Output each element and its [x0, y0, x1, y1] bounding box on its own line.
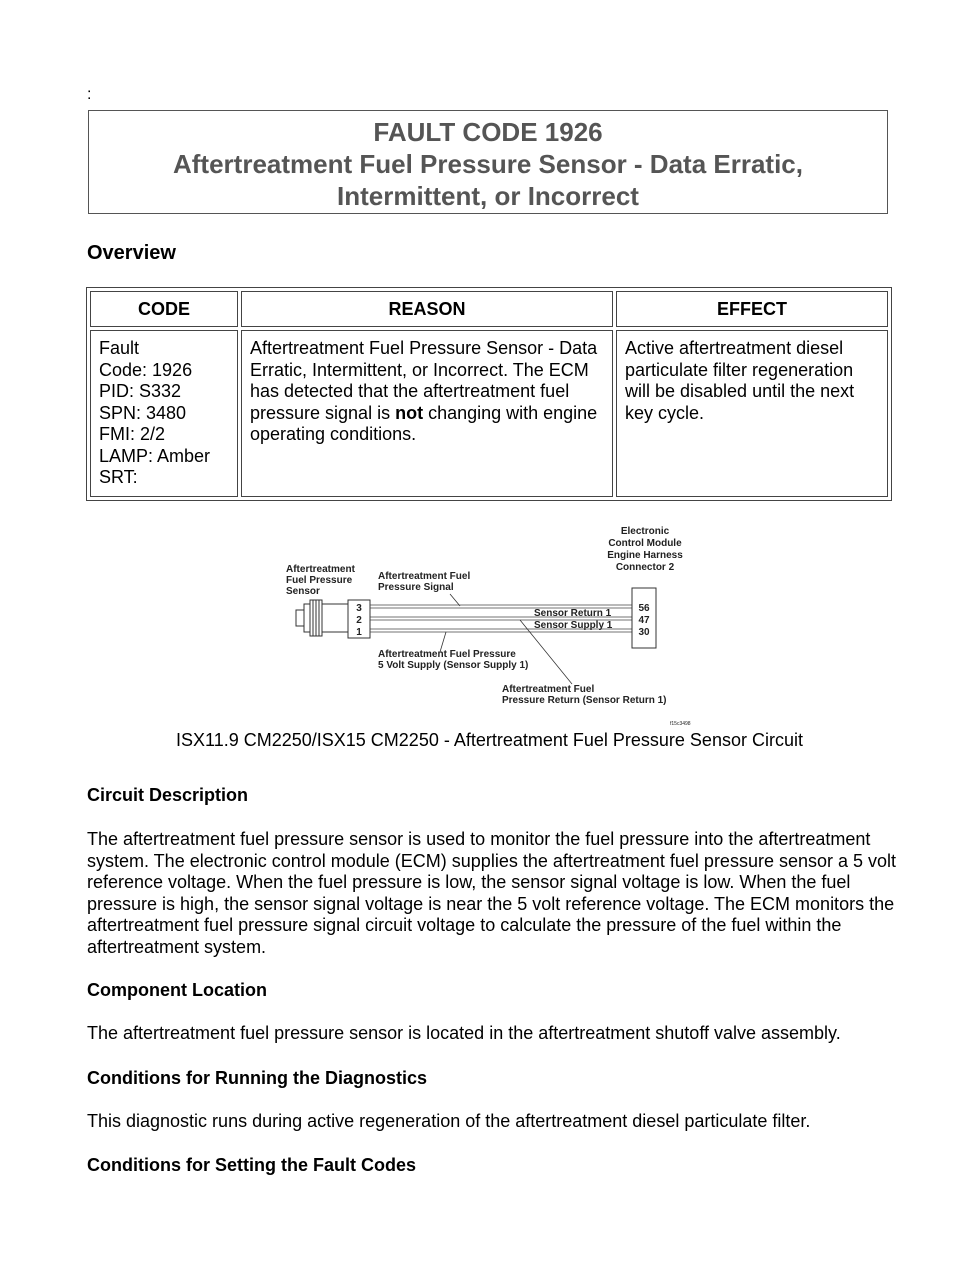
- setting-fault-codes-heading: Conditions for Setting the Fault Codes: [87, 1155, 416, 1175]
- supply-wire-label: Sensor Supply 1: [534, 620, 613, 631]
- fault-code-title: FAULT CODE 1926: [373, 117, 603, 147]
- overview-table: [86, 287, 892, 501]
- code-line: LAMP: Amber: [99, 445, 211, 466]
- code-line: SPN: 3480: [99, 402, 187, 423]
- ecm-label-line: Control Module: [608, 538, 682, 549]
- return-wire-label: Sensor Return 1: [534, 608, 612, 619]
- fault-title-box: [88, 110, 888, 214]
- ecm-pin: 30: [638, 627, 650, 638]
- figure-caption: ISX11.9 CM2250/ISX15 CM2250 - Aftertreatment Fuel Pressure Sensor Circuit: [176, 730, 803, 750]
- ecm-label-line: Engine Harness: [607, 550, 683, 561]
- sensor-label-line: Fuel Pressure: [286, 575, 353, 586]
- component-location-heading: Component Location: [87, 980, 267, 1000]
- table-header-row: [90, 291, 888, 327]
- code-line: PID: S332: [99, 381, 182, 401]
- sensor-pin: 2: [356, 615, 362, 626]
- ecm-pin: 47: [638, 615, 650, 626]
- header-reason: REASON: [241, 291, 613, 327]
- signal-leader-line: [450, 594, 460, 606]
- circuit-description-heading: Circuit Description: [87, 785, 249, 805]
- circuit-diagram: [280, 520, 700, 728]
- return-label-line: Pressure Return (Sensor Return 1): [502, 695, 667, 706]
- reason-emphasis: not: [395, 402, 424, 423]
- table-row: [90, 330, 888, 497]
- reason-text: Aftertreatment Fuel Pressure Sensor - Data Erratic, Intermittent, or Incorrect. The ECM has detected that the aftertreatment fuel pressure signal is: [250, 338, 598, 423]
- header-effect: EFFECT: [616, 291, 888, 327]
- ecm-label-line: Connector 2: [615, 562, 675, 573]
- sensor-body: [296, 600, 348, 636]
- figure-reference: f15c3498: [670, 721, 691, 727]
- header-code: CODE: [90, 291, 238, 327]
- reason-cell: [241, 330, 613, 497]
- component-location-text: The aftertreatment fuel pressure sensor is located in the aftertreatment shutoff valve assembly.: [87, 1023, 841, 1043]
- signal-label-line: Pressure Signal: [378, 582, 454, 593]
- fault-description-line-1: Aftertreatment Fuel Pressure Sensor - Data Erratic,: [173, 149, 803, 179]
- return-label-line: Aftertreatment Fuel: [502, 684, 595, 695]
- sensor-label-line: Sensor: [286, 586, 320, 597]
- supply-label-line: 5 Volt Supply (Sensor Supply 1): [378, 660, 529, 671]
- sensor-pin: 3: [356, 603, 362, 614]
- code-line: Code: 1926: [99, 359, 193, 380]
- code-cell: [90, 330, 238, 497]
- code-line: SRT:: [99, 467, 138, 487]
- effect-cell: Active aftertreatment diesel particulate filter regeneration will be disabled until the next key cycle.: [616, 330, 888, 497]
- ecm-label-line: Electronic: [620, 526, 670, 537]
- circuit-description-text: The aftertreatment fuel pressure sensor is used to monitor the fuel pressure into the aftertreatment system. The electronic control module (ECM) supplies the aftertreatment fuel pressure sensor a 5 volt reference voltage. When the fuel pressure is low, the sensor signal voltage is low. When the fuel pressure is high, the sensor signal voltage is near the 5 volt reference voltage. The ECM monitors the aftertreatment fuel pressure signal circuit voltage to calculate the pressure of the fuel within the aftertreatment system.: [87, 829, 897, 957]
- sensor-label-line: Aftertreatment: [286, 564, 355, 575]
- running-diagnostics-heading: Conditions for Running the Diagnostics: [87, 1068, 427, 1088]
- signal-label-line: Aftertreatment Fuel: [378, 571, 471, 582]
- supply-label-line: Aftertreatment Fuel Pressure: [378, 649, 516, 660]
- reason-text-end: changing with engine operating conditions.: [250, 402, 598, 444]
- running-diagnostics-text: This diagnostic runs during active regeneration of the aftertreatment diesel particulate filter.: [87, 1111, 811, 1131]
- ecm-pin: 56: [638, 603, 650, 614]
- code-line: FMI: 2/2: [99, 424, 166, 444]
- page-colon: :: [87, 86, 92, 103]
- overview-heading: Overview: [87, 242, 176, 264]
- fault-description-line-2: Intermittent, or Incorrect: [337, 181, 639, 211]
- code-line: Fault: [99, 338, 140, 358]
- sensor-pin: 1: [356, 627, 362, 638]
